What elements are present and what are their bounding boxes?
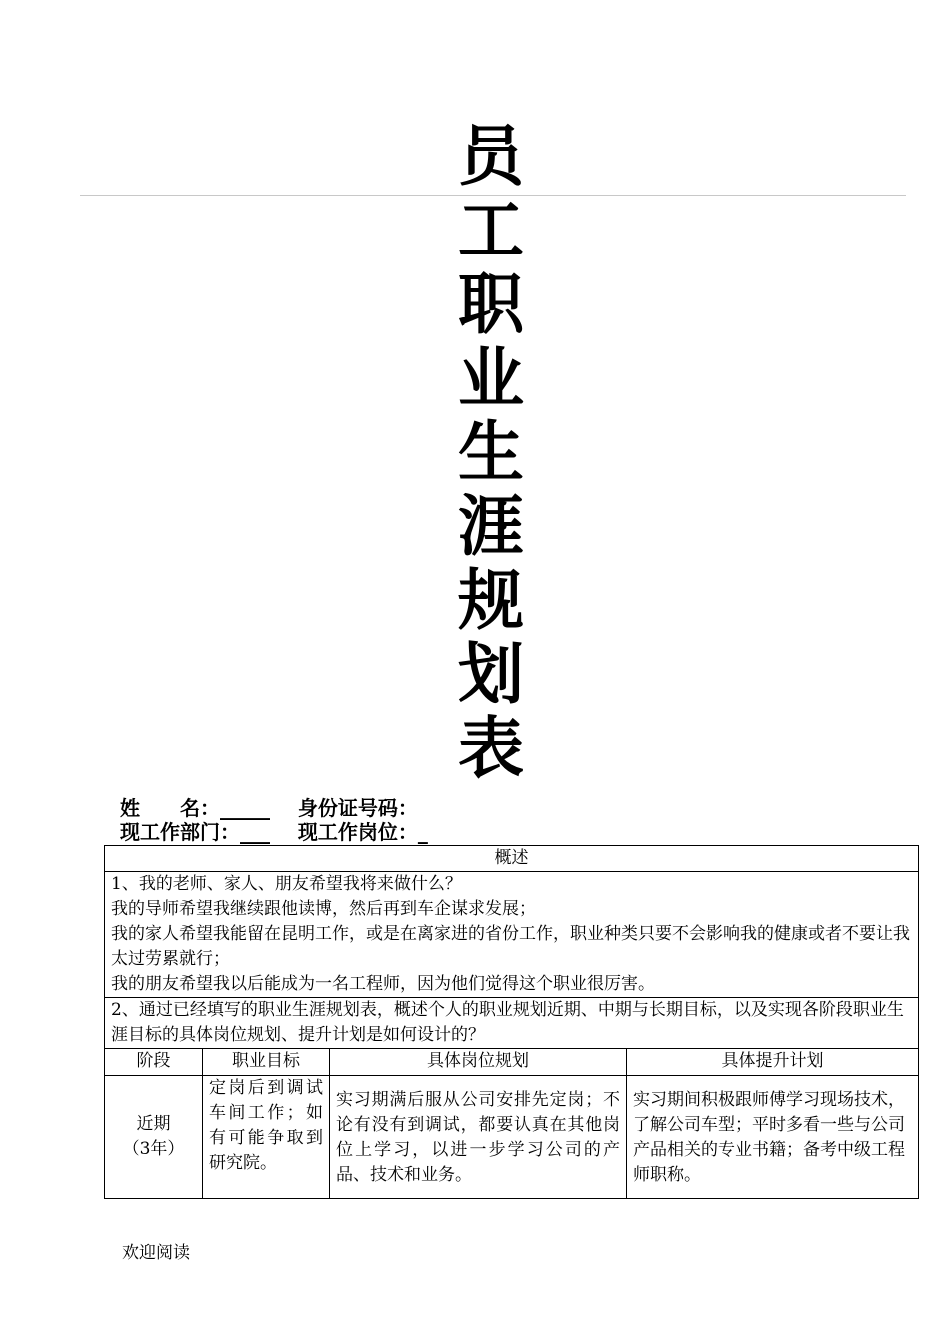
stage-label: 近期 [136,1114,171,1134]
title-char: 表 [458,710,524,787]
department-position-line: 现工作部门：___ 现工作岗位：_ [120,820,428,844]
question-2: 2、通过已经填写的职业生涯规划表，概述个人的职业规划近期、中期与长期目标，以及实现各阶段职业生涯目标的具体岗位规划、提升计划是如何设计的？ [105,998,919,1049]
title-char: 划 [458,636,524,713]
column-header-improve-plan: 具体提升计划 [627,1049,919,1076]
position-plan-cell: 实习期满后服从公司安排先定岗；不论有没有到调试，都要认真在其他岗位上学习，以进一步学习公司的产品、技术和业务。 [330,1076,627,1199]
answer-friends: 我的朋友希望我以后能成为一名工程师，因为他们觉得这个职业很厉害。 [111,974,655,994]
goal-cell: 定岗后到调试车间工作；如有可能争取到研究院。 [203,1076,330,1199]
title-char: 业 [458,340,524,417]
stage-cell [105,1076,203,1199]
column-header-position-plan: 具体岗位规划 [330,1049,627,1076]
title-char: 涯 [458,488,524,565]
overview-heading: 概述 [105,846,919,872]
title-char: 规 [458,562,524,639]
name-id-line: 姓 名：_____ 身份证号码： [120,796,418,820]
question-1-cell [105,872,919,998]
question-1: 1、我的老师、家人、朋友希望我将来做什么？ [111,874,462,894]
document-title [455,120,527,786]
footer-text: 欢迎阅读 [122,1243,190,1263]
title-char: 员 [458,118,524,195]
table-row [105,1076,919,1199]
column-header-goal: 职业目标 [203,1049,330,1076]
stage-duration: （3年） [122,1139,185,1159]
answer-family: 我的家人希望我能留在昆明工作，或是在离家进的省份工作，职业种类只要不会影响我的健康或者不要让我太过劳累就行； [111,924,910,969]
column-header-stage: 阶段 [105,1049,203,1076]
answer-mentor: 我的导师希望我继续跟他读博，然后再到车企谋求发展； [111,899,536,919]
title-char: 职 [458,266,524,343]
title-char: 生 [458,414,524,491]
title-char: 工 [458,192,524,269]
improve-plan-cell: 实习期间积极跟师傅学习现场技术，了解公司车型；平时多看一些与公司产品相关的专业书籍；备考中级工程师职称。 [627,1076,919,1199]
career-plan-table [104,845,919,1199]
